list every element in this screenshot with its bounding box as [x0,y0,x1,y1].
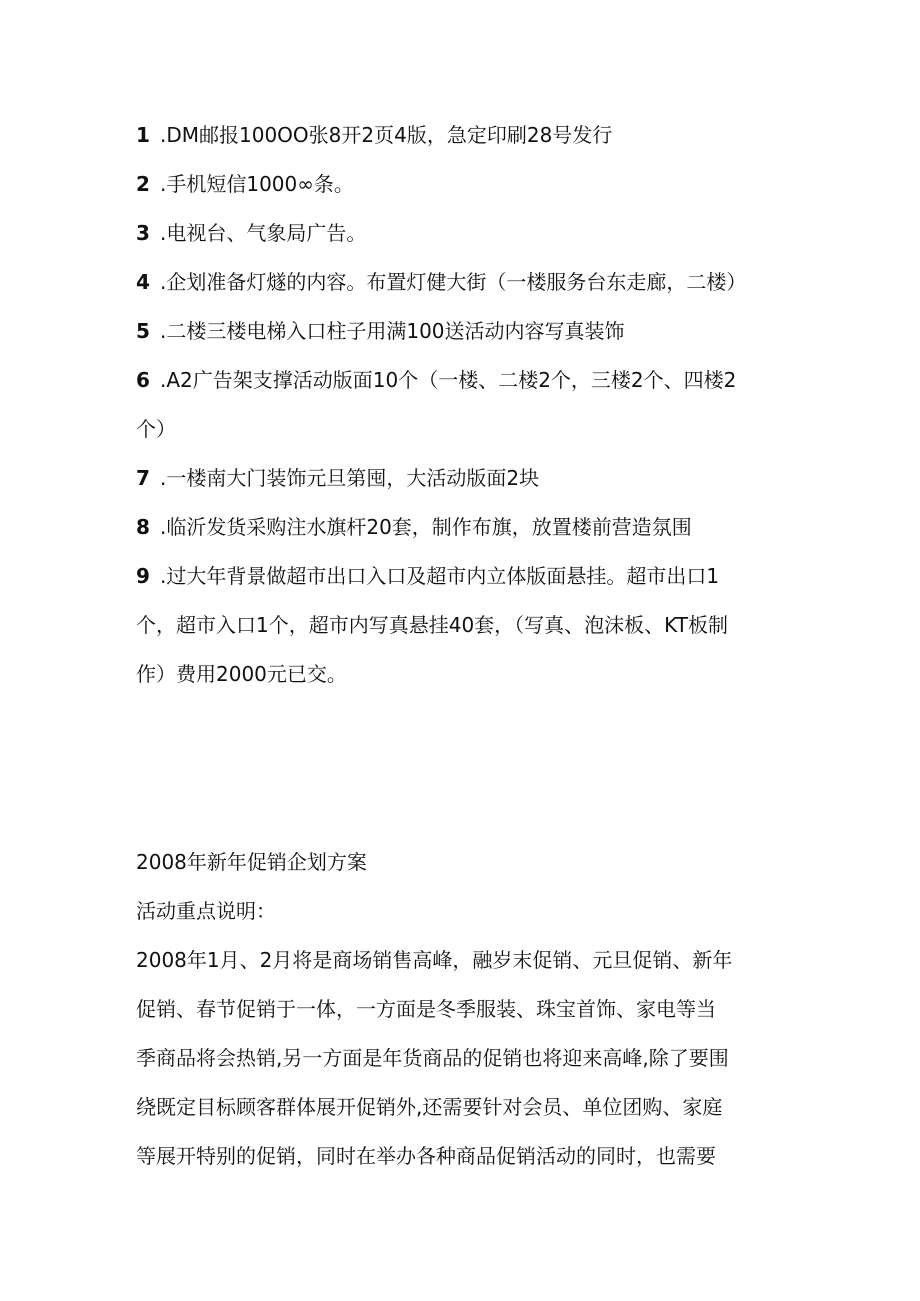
list-item [136,307,796,356]
list-item-text: .DM邮报100OO张8开2页4版，急定印刷28号发行 [160,123,613,147]
list-item [136,454,796,503]
list-item-number: 7 [136,466,150,490]
section-subtitle: 活动重点说明： [136,899,276,923]
list-item-number: 5 [136,319,150,343]
paragraph-line: 促销、春节促销于一体，一方面是冬季服装、珠宝首饰、家电等当 [136,997,716,1021]
list-item-text: .手机短信1000∞条。 [160,172,354,196]
list-item-text-continued: 个） [136,417,176,441]
list-item-text: .一楼南大门装饰元旦第囤，大活动版面2块 [160,466,540,490]
list-item [136,503,796,552]
list-item-text: .A2广告架支撑活动版面10个（一楼、二楼2个，三楼2个、四楼2 [160,368,737,392]
list-item [136,356,796,454]
list-item [136,111,796,160]
list-item-text: .临沂发货采购注水旗杆20套，制作布旗，放置楼前营造氛围 [160,515,692,539]
list-item-number: 1 [136,123,150,147]
paragraph-line: 2008年1月、2月将是商场销售高峰，融岁末促销、元旦促销、新年 [136,948,733,972]
body-paragraph [136,936,786,1181]
list-item-text: .企划准备灯燧的内容。布置灯健大街（一楼服务台东走廊，二楼） [160,270,747,294]
list-item-text: .过大年背景做超市出口入口及超市内立体版面悬挂。超市出口1 [160,564,720,588]
section-title: 2008年新年促销企划方案 [136,850,367,874]
list-item [136,209,796,258]
list-item-number: 2 [136,172,150,196]
paragraph-line: 绕既定目标顾客群体展开促销外,还需要针对会员、单位团购、家庭 [136,1095,723,1119]
paragraph-line: 季商品将会热销,另一方面是年货商品的促销也将迎来高峰,除了要围 [136,1046,729,1070]
list-item-text-continued: 个，超市入口1个，超市内写真悬挂40套，（写真、泡沫板、KT板制 [136,613,728,637]
list-item-number: 8 [136,515,150,539]
list-item-text: .电视台、气象局广告。 [160,221,367,245]
list-item [136,160,796,209]
list-item-number: 9 [136,564,150,588]
paragraph-line: 等展开特别的促销，同时在举办各种商品促销活动的同时，也需要 [136,1144,716,1168]
list-item [136,552,796,699]
list-item-number: 4 [136,270,150,294]
list-item-number: 6 [136,368,150,392]
list-item [136,258,796,307]
list-item-number: 3 [136,221,150,245]
list-item-text: .二楼三楼电梯入口柱子用满100送活动内容写真装饰 [160,319,625,343]
list-item-text-continued: 作）费用2000元已交。 [136,662,347,686]
